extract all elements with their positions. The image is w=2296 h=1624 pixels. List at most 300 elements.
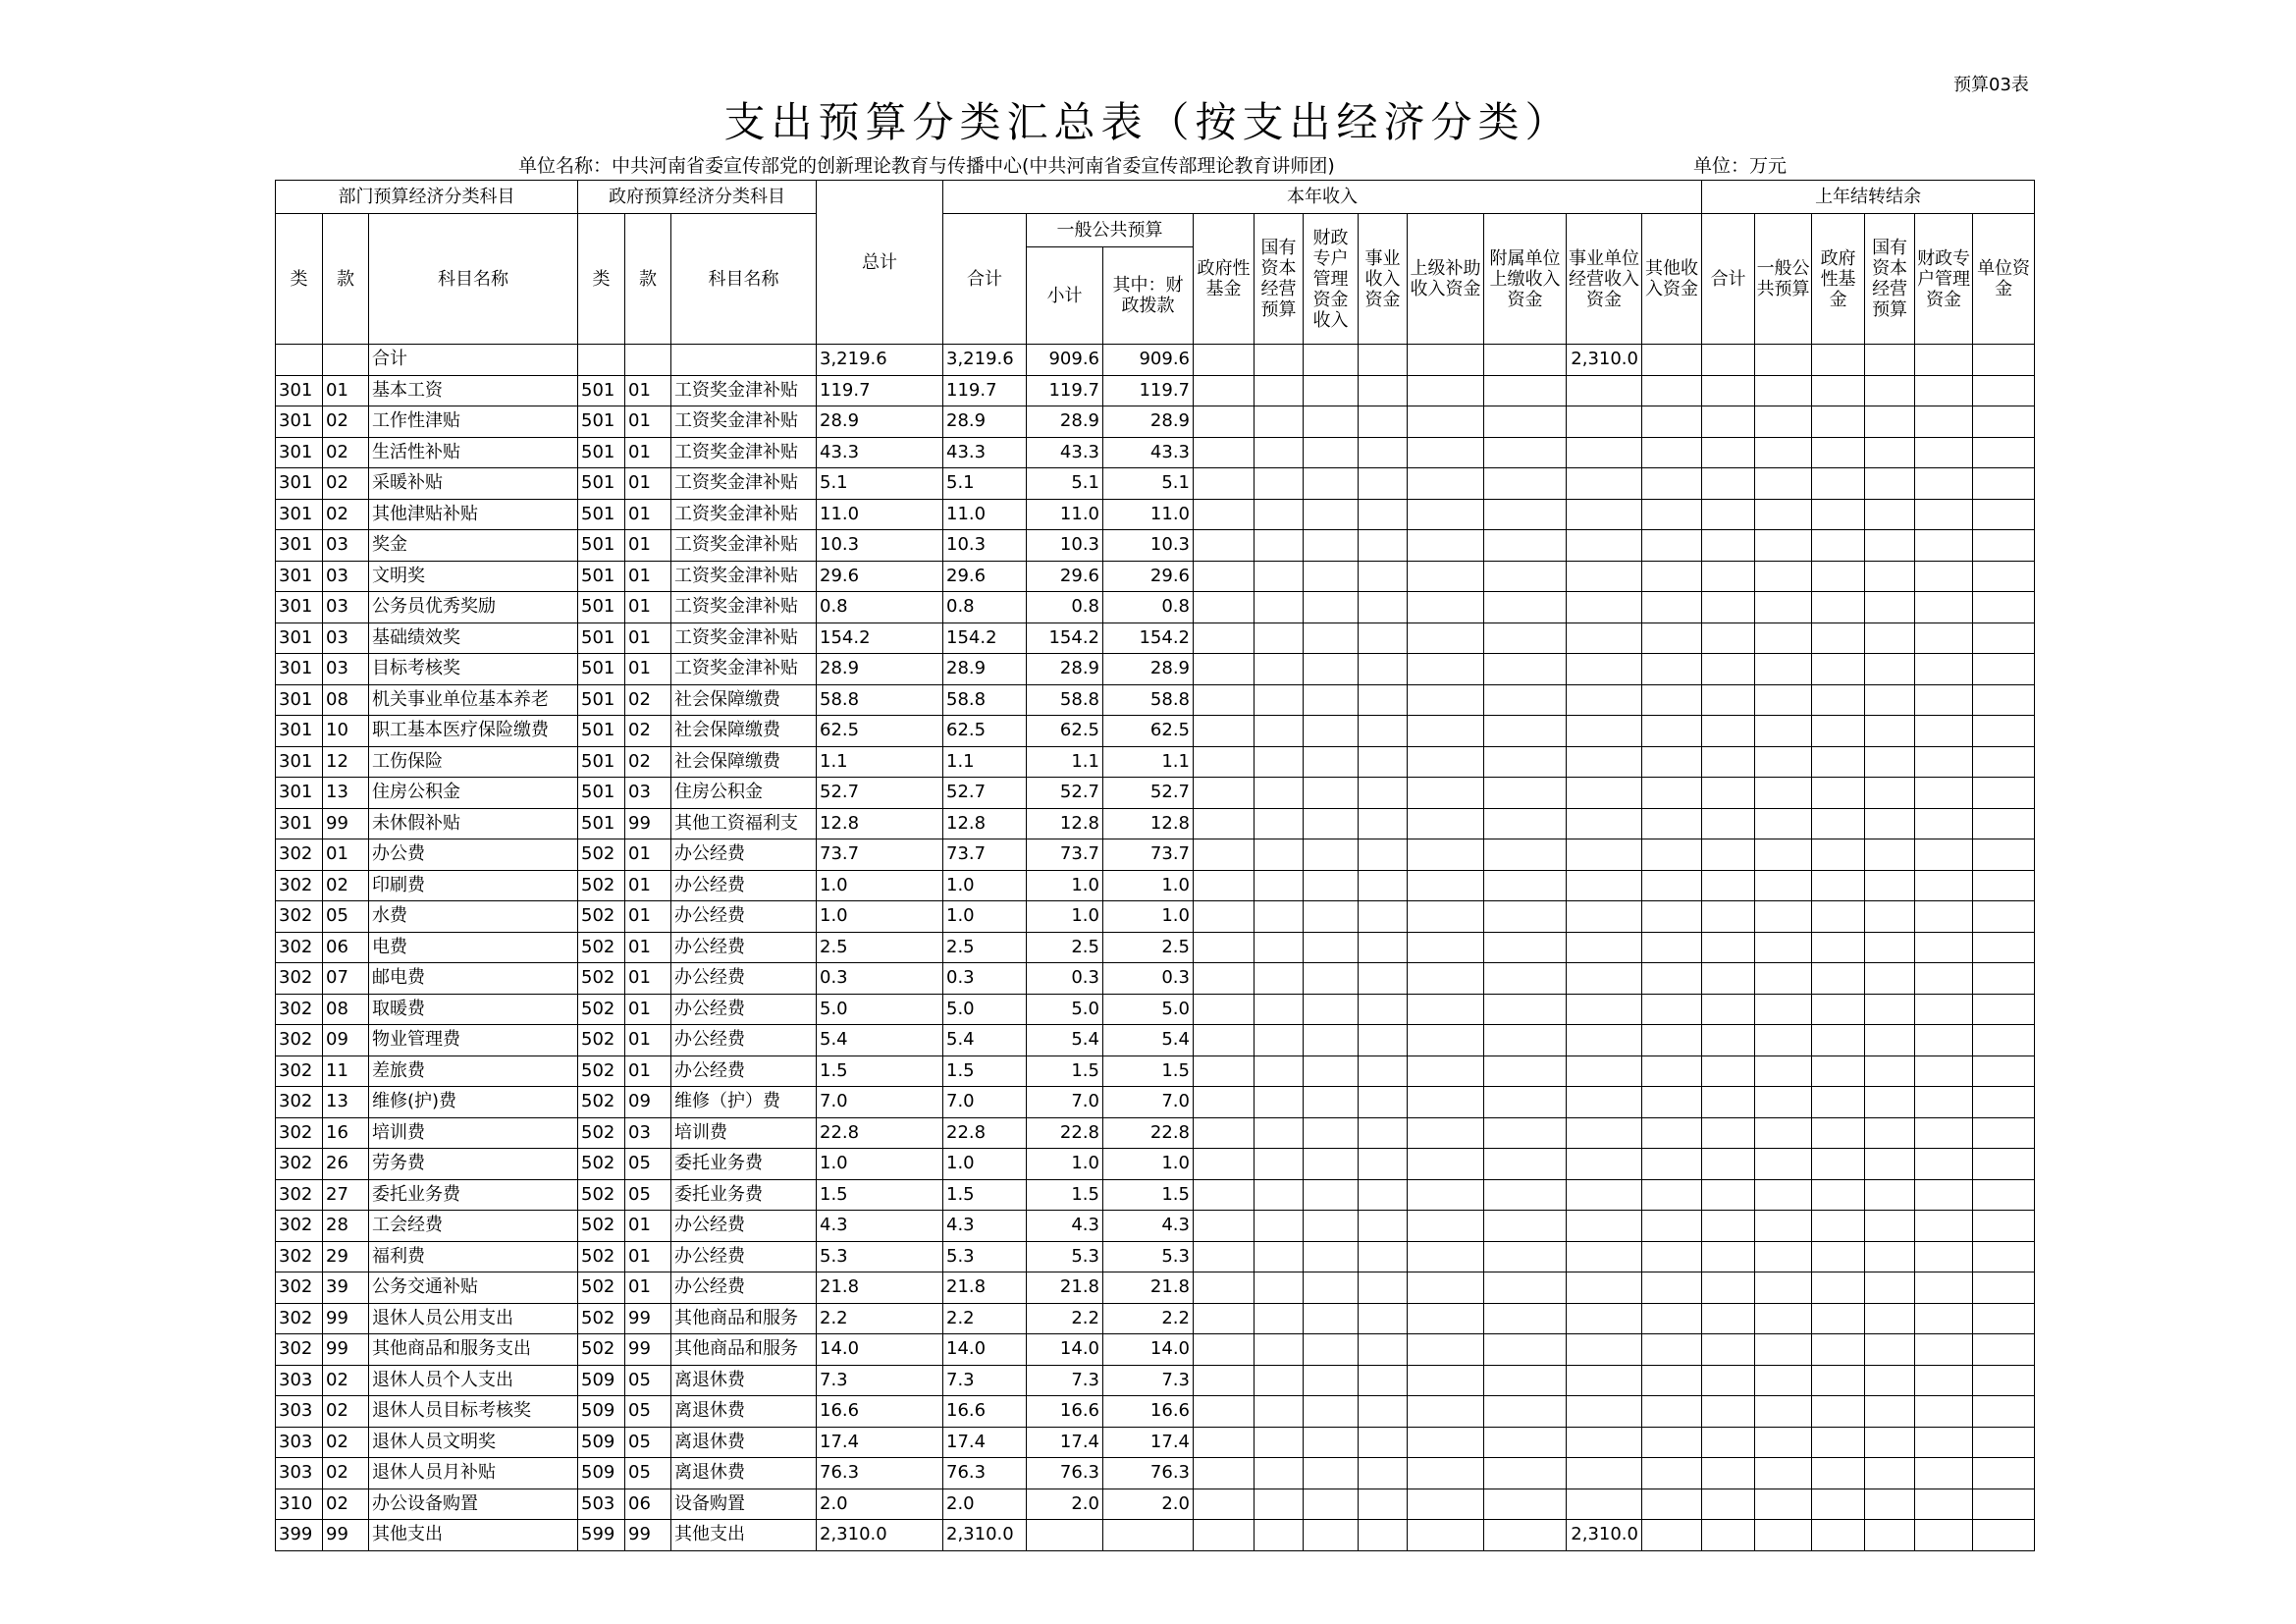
state-capital-cell — [1255, 746, 1304, 778]
state-capital-cell — [1255, 1179, 1304, 1211]
fiscal-cell: 5.3 — [1103, 1241, 1194, 1272]
affiliated-income-cell — [1484, 1365, 1567, 1396]
gov-lei-cell: 501 — [578, 530, 625, 562]
superior-subsidy-cell — [1408, 654, 1484, 685]
dept-lei-cell: 302 — [276, 901, 323, 933]
prior-heji-cell — [1702, 530, 1755, 562]
state-capital-cell — [1255, 1520, 1304, 1551]
operating-income-cell — [1567, 1427, 1642, 1458]
fiscal-cell: 62.5 — [1103, 716, 1194, 747]
subtotal-cell: 52.7 — [1027, 778, 1103, 809]
special-account-cell — [1304, 1272, 1359, 1304]
header-gov-lei: 类 — [578, 214, 625, 345]
affiliated-income-cell — [1484, 1272, 1567, 1304]
special-account-cell — [1304, 499, 1359, 530]
table-row — [276, 1241, 2035, 1272]
prior-general-cell — [1755, 561, 1812, 592]
gov-lei-cell: 502 — [578, 1056, 625, 1087]
gov-name-cell: 工资奖金津补贴 — [671, 375, 817, 406]
dept-kuan-cell: 16 — [323, 1117, 369, 1149]
gov-lei-cell: 501 — [578, 375, 625, 406]
heji-cell: 2.0 — [943, 1489, 1027, 1520]
subtotal-cell: 909.6 — [1027, 345, 1103, 376]
subtotal-cell: 4.3 — [1027, 1211, 1103, 1242]
operating-income-cell: 2,310.0 — [1567, 345, 1642, 376]
prior-state-capital-cell — [1865, 1489, 1915, 1520]
gov-fund-cell — [1194, 716, 1255, 747]
affiliated-income-cell — [1484, 345, 1567, 376]
gov-fund-cell — [1194, 1458, 1255, 1489]
operating-income-cell — [1567, 1149, 1642, 1180]
gov-lei-cell: 502 — [578, 1117, 625, 1149]
heji-cell: 1.0 — [943, 901, 1027, 933]
dept-kuan-cell: 27 — [323, 1179, 369, 1211]
dept-lei-cell: 303 — [276, 1427, 323, 1458]
prior-special-cell — [1915, 345, 1973, 376]
superior-subsidy-cell — [1408, 1211, 1484, 1242]
other-income-cell — [1642, 746, 1702, 778]
operating-income-cell — [1567, 499, 1642, 530]
header-prior-gov-fund: 政府性基金 — [1812, 214, 1865, 345]
prior-unit-cell — [1973, 932, 2035, 963]
superior-subsidy-cell — [1408, 716, 1484, 747]
subtotal-cell: 5.3 — [1027, 1241, 1103, 1272]
other-income-cell — [1642, 561, 1702, 592]
dept-name-cell: 机关事业单位基本养老 — [369, 684, 578, 716]
prior-special-cell — [1915, 437, 1973, 468]
special-account-cell — [1304, 1211, 1359, 1242]
prior-unit-cell — [1973, 1241, 2035, 1272]
gov-name-cell: 委托业务费 — [671, 1179, 817, 1211]
total-cell: 1.5 — [817, 1056, 943, 1087]
affiliated-income-cell — [1484, 1303, 1567, 1334]
prior-state-capital-cell — [1865, 963, 1915, 995]
gov-fund-cell — [1194, 1303, 1255, 1334]
heji-cell: 5.4 — [943, 1025, 1027, 1056]
prior-state-capital-cell — [1865, 870, 1915, 901]
prior-unit-cell — [1973, 437, 2035, 468]
dept-kuan-cell: 02 — [323, 406, 369, 438]
total-cell: 1.5 — [817, 1179, 943, 1211]
fiscal-cell: 2.2 — [1103, 1303, 1194, 1334]
superior-subsidy-cell — [1408, 1272, 1484, 1304]
prior-gov-fund-cell — [1812, 592, 1865, 623]
dept-lei-cell: 302 — [276, 963, 323, 995]
other-income-cell — [1642, 684, 1702, 716]
subtotal-cell: 29.6 — [1027, 561, 1103, 592]
prior-state-capital-cell — [1865, 994, 1915, 1025]
prior-state-capital-cell — [1865, 592, 1915, 623]
prior-gov-fund-cell — [1812, 870, 1865, 901]
superior-subsidy-cell — [1408, 1458, 1484, 1489]
prior-general-cell — [1755, 1056, 1812, 1087]
gov-lei-cell: 501 — [578, 623, 625, 654]
table-row — [276, 1458, 2035, 1489]
prior-special-cell — [1915, 994, 1973, 1025]
gov-fund-cell — [1194, 468, 1255, 500]
gov-lei-cell: 502 — [578, 1241, 625, 1272]
affiliated-income-cell — [1484, 963, 1567, 995]
prior-general-cell — [1755, 808, 1812, 839]
superior-subsidy-cell — [1408, 1303, 1484, 1334]
business-income-cell — [1359, 1334, 1408, 1366]
subtotal-cell: 16.6 — [1027, 1396, 1103, 1428]
dept-lei-cell: 302 — [276, 994, 323, 1025]
prior-special-cell — [1915, 1427, 1973, 1458]
superior-subsidy-cell — [1408, 1056, 1484, 1087]
gov-kuan-cell: 01 — [625, 437, 671, 468]
prior-special-cell — [1915, 1396, 1973, 1428]
gov-kuan-cell: 01 — [625, 530, 671, 562]
prior-gov-fund-cell — [1812, 499, 1865, 530]
operating-income-cell — [1567, 932, 1642, 963]
gov-lei-cell: 503 — [578, 1489, 625, 1520]
special-account-cell — [1304, 963, 1359, 995]
header-dept-lei: 类 — [276, 214, 323, 345]
dept-lei-cell: 301 — [276, 530, 323, 562]
prior-general-cell — [1755, 1025, 1812, 1056]
gov-fund-cell — [1194, 901, 1255, 933]
dept-name-cell: 退休人员目标考核奖 — [369, 1396, 578, 1428]
page-title: 支出预算分类汇总表（按支出经济分类） — [723, 98, 1573, 146]
unit-name: 单位名称：中共河南省委宣传部党的创新理论教育与传播中心(中共河南省委宣传部理论教育讲师团) — [518, 155, 1335, 177]
dept-name-cell: 公务交通补贴 — [369, 1272, 578, 1304]
prior-unit-cell — [1973, 406, 2035, 438]
gov-kuan-cell: 02 — [625, 746, 671, 778]
other-income-cell — [1642, 994, 1702, 1025]
dept-name-cell: 未休假补贴 — [369, 808, 578, 839]
superior-subsidy-cell — [1408, 901, 1484, 933]
state-capital-cell — [1255, 375, 1304, 406]
gov-fund-cell — [1194, 1025, 1255, 1056]
superior-subsidy-cell — [1408, 1520, 1484, 1551]
prior-gov-fund-cell — [1812, 839, 1865, 871]
gov-name-cell: 委托业务费 — [671, 1149, 817, 1180]
gov-name-cell: 住房公积金 — [671, 778, 817, 809]
table-row — [276, 684, 2035, 716]
prior-unit-cell — [1973, 1427, 2035, 1458]
business-income-cell — [1359, 654, 1408, 685]
superior-subsidy-cell — [1408, 1025, 1484, 1056]
prior-heji-cell — [1702, 746, 1755, 778]
other-income-cell — [1642, 654, 1702, 685]
prior-gov-fund-cell — [1812, 1334, 1865, 1366]
affiliated-income-cell — [1484, 870, 1567, 901]
heji-cell: 10.3 — [943, 530, 1027, 562]
other-income-cell — [1642, 839, 1702, 871]
state-capital-cell — [1255, 1458, 1304, 1489]
prior-gov-fund-cell — [1812, 468, 1865, 500]
table-row — [276, 1087, 2035, 1118]
table-row — [276, 499, 2035, 530]
prior-unit-cell — [1973, 1211, 2035, 1242]
prior-special-cell — [1915, 654, 1973, 685]
affiliated-income-cell — [1484, 468, 1567, 500]
total-cell: 7.3 — [817, 1365, 943, 1396]
gov-fund-cell — [1194, 932, 1255, 963]
dept-name-cell: 基本工资 — [369, 375, 578, 406]
gov-kuan-cell: 01 — [625, 994, 671, 1025]
gov-lei-cell: 509 — [578, 1365, 625, 1396]
prior-state-capital-cell — [1865, 1396, 1915, 1428]
dept-kuan-cell: 08 — [323, 994, 369, 1025]
gov-lei-cell: 502 — [578, 1087, 625, 1118]
affiliated-income-cell — [1484, 684, 1567, 716]
gov-lei-cell: 501 — [578, 468, 625, 500]
other-income-cell — [1642, 1241, 1702, 1272]
dept-lei-cell: 303 — [276, 1365, 323, 1396]
gov-fund-cell — [1194, 623, 1255, 654]
table-row — [276, 1272, 2035, 1304]
dept-lei-cell: 302 — [276, 1272, 323, 1304]
other-income-cell — [1642, 808, 1702, 839]
special-account-cell — [1304, 406, 1359, 438]
prior-general-cell — [1755, 592, 1812, 623]
gov-lei-cell: 502 — [578, 870, 625, 901]
prior-special-cell — [1915, 1489, 1973, 1520]
prior-special-cell — [1915, 1334, 1973, 1366]
header-dept-name: 科目名称 — [369, 214, 578, 345]
operating-income-cell — [1567, 1303, 1642, 1334]
header-total: 总计 — [817, 181, 943, 345]
dept-name-cell: 培训费 — [369, 1117, 578, 1149]
total-cell: 5.0 — [817, 994, 943, 1025]
table-row — [276, 623, 2035, 654]
prior-gov-fund-cell — [1812, 1149, 1865, 1180]
gov-kuan-cell: 03 — [625, 1117, 671, 1149]
prior-general-cell — [1755, 932, 1812, 963]
other-income-cell — [1642, 1427, 1702, 1458]
table-row — [276, 746, 2035, 778]
total-cell: 1.0 — [817, 1149, 943, 1180]
gov-name-cell: 工资奖金津补贴 — [671, 592, 817, 623]
prior-state-capital-cell — [1865, 623, 1915, 654]
fiscal-cell: 5.1 — [1103, 468, 1194, 500]
operating-income-cell — [1567, 561, 1642, 592]
operating-income-cell — [1567, 1056, 1642, 1087]
special-account-cell — [1304, 1334, 1359, 1366]
gov-lei-cell: 501 — [578, 499, 625, 530]
state-capital-cell — [1255, 437, 1304, 468]
prior-special-cell — [1915, 468, 1973, 500]
gov-kuan-cell: 09 — [625, 1087, 671, 1118]
gov-name-cell: 办公经费 — [671, 839, 817, 871]
prior-special-cell — [1915, 1149, 1973, 1180]
dept-name-cell: 印刷费 — [369, 870, 578, 901]
state-capital-cell — [1255, 1303, 1304, 1334]
prior-state-capital-cell — [1865, 1087, 1915, 1118]
table-row — [276, 1427, 2035, 1458]
prior-unit-cell — [1973, 499, 2035, 530]
business-income-cell — [1359, 561, 1408, 592]
gov-fund-cell — [1194, 778, 1255, 809]
prior-unit-cell — [1973, 623, 2035, 654]
prior-gov-fund-cell — [1812, 654, 1865, 685]
state-capital-cell — [1255, 1211, 1304, 1242]
total-cell: 0.3 — [817, 963, 943, 995]
dept-kuan-cell: 39 — [323, 1272, 369, 1304]
fiscal-cell: 52.7 — [1103, 778, 1194, 809]
total-cell: 5.4 — [817, 1025, 943, 1056]
gov-name-cell: 办公经费 — [671, 870, 817, 901]
dept-lei-cell: 302 — [276, 1025, 323, 1056]
other-income-cell — [1642, 1365, 1702, 1396]
dept-name-cell: 生活性补贴 — [369, 437, 578, 468]
prior-gov-fund-cell — [1812, 1396, 1865, 1428]
affiliated-income-cell — [1484, 1117, 1567, 1149]
table-row — [276, 1365, 2035, 1396]
business-income-cell — [1359, 406, 1408, 438]
superior-subsidy-cell — [1408, 746, 1484, 778]
gov-fund-cell — [1194, 1087, 1255, 1118]
operating-income-cell — [1567, 1211, 1642, 1242]
affiliated-income-cell — [1484, 623, 1567, 654]
gov-kuan-cell: 05 — [625, 1458, 671, 1489]
state-capital-cell — [1255, 901, 1304, 933]
dept-lei-cell: 302 — [276, 839, 323, 871]
prior-state-capital-cell — [1865, 1458, 1915, 1489]
gov-lei-cell: 599 — [578, 1520, 625, 1551]
prior-heji-cell — [1702, 778, 1755, 809]
dept-lei-cell: 302 — [276, 1149, 323, 1180]
superior-subsidy-cell — [1408, 1396, 1484, 1428]
prior-unit-cell — [1973, 1489, 2035, 1520]
prior-gov-fund-cell — [1812, 778, 1865, 809]
gov-kuan-cell: 01 — [625, 1272, 671, 1304]
gov-name-cell: 办公经费 — [671, 1025, 817, 1056]
prior-general-cell — [1755, 468, 1812, 500]
dept-kuan-cell: 08 — [323, 684, 369, 716]
special-account-cell — [1304, 1179, 1359, 1211]
gov-lei-cell: 502 — [578, 994, 625, 1025]
business-income-cell — [1359, 963, 1408, 995]
dept-lei-cell: 303 — [276, 1396, 323, 1428]
prior-special-cell — [1915, 1303, 1973, 1334]
prior-state-capital-cell — [1865, 654, 1915, 685]
prior-heji-cell — [1702, 932, 1755, 963]
superior-subsidy-cell — [1408, 375, 1484, 406]
gov-lei-cell: 502 — [578, 1211, 625, 1242]
table-row — [276, 1149, 2035, 1180]
prior-state-capital-cell — [1865, 561, 1915, 592]
fiscal-cell: 2.5 — [1103, 932, 1194, 963]
prior-state-capital-cell — [1865, 746, 1915, 778]
heji-cell: 52.7 — [943, 778, 1027, 809]
dept-name-cell: 工伤保险 — [369, 746, 578, 778]
heji-cell: 0.8 — [943, 592, 1027, 623]
state-capital-cell — [1255, 623, 1304, 654]
dept-kuan-cell: 99 — [323, 1334, 369, 1366]
special-account-cell — [1304, 839, 1359, 871]
gov-fund-cell — [1194, 499, 1255, 530]
subtotal-cell: 5.1 — [1027, 468, 1103, 500]
gov-name-cell: 离退休费 — [671, 1458, 817, 1489]
subtotal-cell: 73.7 — [1027, 839, 1103, 871]
gov-lei-cell: 502 — [578, 901, 625, 933]
state-capital-cell — [1255, 1025, 1304, 1056]
operating-income-cell — [1567, 1334, 1642, 1366]
other-income-cell — [1642, 530, 1702, 562]
prior-special-cell — [1915, 1241, 1973, 1272]
dept-lei-cell: 301 — [276, 684, 323, 716]
affiliated-income-cell — [1484, 1427, 1567, 1458]
prior-general-cell — [1755, 1334, 1812, 1366]
gov-name-cell: 社会保障缴费 — [671, 716, 817, 747]
dept-kuan-cell: 26 — [323, 1149, 369, 1180]
operating-income-cell — [1567, 1179, 1642, 1211]
prior-special-cell — [1915, 406, 1973, 438]
operating-income-cell — [1567, 406, 1642, 438]
affiliated-income-cell — [1484, 561, 1567, 592]
prior-general-cell — [1755, 1211, 1812, 1242]
gov-fund-cell — [1194, 1117, 1255, 1149]
operating-income-cell — [1567, 901, 1642, 933]
prior-special-cell — [1915, 530, 1973, 562]
business-income-cell — [1359, 1179, 1408, 1211]
dept-lei-cell: 301 — [276, 406, 323, 438]
business-income-cell — [1359, 1241, 1408, 1272]
gov-fund-cell — [1194, 746, 1255, 778]
business-income-cell — [1359, 1303, 1408, 1334]
prior-unit-cell — [1973, 1334, 2035, 1366]
state-capital-cell — [1255, 530, 1304, 562]
operating-income-cell — [1567, 684, 1642, 716]
superior-subsidy-cell — [1408, 1179, 1484, 1211]
header-of-which: 其中：财政拨款 — [1103, 247, 1194, 345]
gov-name-cell: 离退休费 — [671, 1396, 817, 1428]
superior-subsidy-cell — [1408, 1117, 1484, 1149]
gov-name-cell: 设备购置 — [671, 1489, 817, 1520]
dept-kuan-cell: 03 — [323, 654, 369, 685]
header-prior-special: 财政专户管理资金 — [1915, 214, 1973, 345]
prior-heji-cell — [1702, 901, 1755, 933]
gov-kuan-cell: 01 — [625, 901, 671, 933]
operating-income-cell — [1567, 778, 1642, 809]
dept-name-cell: 目标考核奖 — [369, 654, 578, 685]
dept-lei-cell: 301 — [276, 437, 323, 468]
total-cell: 52.7 — [817, 778, 943, 809]
dept-lei-cell: 302 — [276, 1334, 323, 1366]
special-account-cell — [1304, 1241, 1359, 1272]
prior-special-cell — [1915, 1056, 1973, 1087]
gov-lei-cell: 501 — [578, 778, 625, 809]
gov-kuan-cell: 01 — [625, 375, 671, 406]
gov-name-cell: 办公经费 — [671, 963, 817, 995]
fiscal-cell: 21.8 — [1103, 1272, 1194, 1304]
total-cell: 58.8 — [817, 684, 943, 716]
special-account-cell — [1304, 1427, 1359, 1458]
prior-general-cell — [1755, 870, 1812, 901]
prior-gov-fund-cell — [1812, 375, 1865, 406]
total-cell: 21.8 — [817, 1272, 943, 1304]
gov-lei-cell: 501 — [578, 592, 625, 623]
prior-state-capital-cell — [1865, 437, 1915, 468]
gov-kuan-cell: 05 — [625, 1396, 671, 1428]
prior-gov-fund-cell — [1812, 530, 1865, 562]
dept-name-cell: 退休人员公用支出 — [369, 1303, 578, 1334]
subtotal-cell: 11.0 — [1027, 499, 1103, 530]
fiscal-cell: 1.5 — [1103, 1056, 1194, 1087]
gov-lei-cell: 501 — [578, 561, 625, 592]
affiliated-income-cell — [1484, 839, 1567, 871]
heji-cell: 28.9 — [943, 406, 1027, 438]
gov-kuan-cell: 02 — [625, 684, 671, 716]
prior-special-cell — [1915, 1179, 1973, 1211]
other-income-cell — [1642, 468, 1702, 500]
fiscal-cell: 2.0 — [1103, 1489, 1194, 1520]
subtotal-cell: 43.3 — [1027, 437, 1103, 468]
prior-state-capital-cell — [1865, 1025, 1915, 1056]
